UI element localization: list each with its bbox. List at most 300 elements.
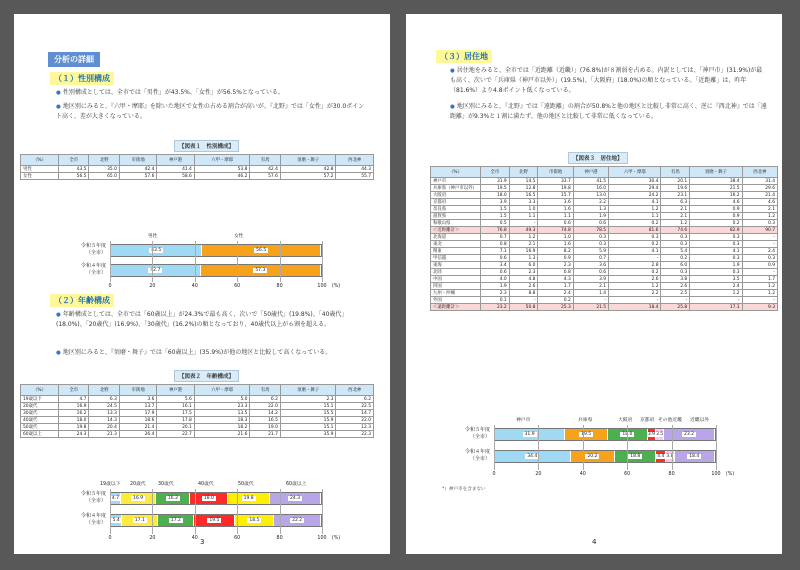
table-cell: - xyxy=(742,234,777,241)
table-cell: 2.6 xyxy=(509,283,538,290)
table-cell: 42.4 xyxy=(250,166,280,173)
legend-item: 近畿以外 xyxy=(690,418,710,423)
table-row xyxy=(431,304,778,311)
bar-segment xyxy=(571,451,615,462)
table-cell: 42.8 xyxy=(280,166,336,173)
page-number: 4 xyxy=(592,538,597,546)
table-cell: 26.4 xyxy=(119,431,156,438)
table-cell: 0.6 xyxy=(481,255,510,262)
table-row xyxy=(431,220,778,227)
bar-value-label: 24.3 xyxy=(289,496,300,501)
bar-segment xyxy=(666,451,674,462)
table-cell: 2.5 xyxy=(661,290,690,297)
table-cell: 4.3 xyxy=(538,276,573,283)
bar-segment xyxy=(656,451,666,462)
table-cell: 1.2 xyxy=(661,220,690,227)
legend-item: 神戸市 xyxy=(516,418,531,423)
bar-value-label: 5.4 xyxy=(112,518,120,523)
bar-row-scope: （全市） xyxy=(85,520,106,526)
table-cell: 24.2 xyxy=(609,192,661,199)
table-cell: 2.4 xyxy=(538,290,573,297)
table-cell: 0.7 xyxy=(481,234,510,241)
row-label: 関東 xyxy=(431,248,481,255)
table-cell: 2.3 xyxy=(538,262,573,269)
bar-value-label: 43.5 xyxy=(151,248,162,253)
bar-row-label xyxy=(58,263,106,277)
table-cell: 33.7 xyxy=(538,178,573,185)
table-cell: 14.3 xyxy=(89,417,119,424)
table-cell: 29.4 xyxy=(609,185,661,192)
table-cell: 15.1 xyxy=(280,424,336,431)
residence-bullet-1: ● 居住地をみると、全市では「近距離（近畿）」(76.8%)が８割弱を占める。内訳としては、「神戸市」(31.9%)が最も高く、次いで「兵庫県（神戸市以外）」(19.5%)、「大阪府」(18.0%)の順となっている。「近距離」は、昨年（81.6%）より4.8ポイント低くなっている。 xyxy=(450,66,768,96)
table-column-header: 神戸港 xyxy=(573,167,608,178)
table-cell: 0.2 xyxy=(538,297,573,304)
table-row xyxy=(431,227,778,234)
bar-value-label: 57.3 xyxy=(255,268,266,273)
table-cell: 21.4 xyxy=(119,424,156,431)
table-column-header: 市街地 xyxy=(119,385,156,396)
table-row xyxy=(431,276,778,283)
table-cell: 19.8 xyxy=(538,185,573,192)
legend-item: 19歳以下 xyxy=(100,482,121,487)
bar-value-label: 56.5 xyxy=(256,248,267,253)
bar-value-label: 17.2 xyxy=(170,518,181,523)
grid-line xyxy=(538,425,539,470)
table-cell: 29.6 xyxy=(742,185,777,192)
table-cell: 23.2 xyxy=(481,304,510,311)
table-column-header: 神戸港 xyxy=(157,385,194,396)
table-cell: 15.7 xyxy=(538,192,573,199)
table-cell: 22.0 xyxy=(336,417,374,424)
table-cell: 24.5 xyxy=(89,403,119,410)
table-column-header: 六甲・摩耶 xyxy=(194,385,250,396)
stacked-bar xyxy=(110,492,322,505)
axis-tick-label: 60 xyxy=(234,284,241,289)
table-cell: 4.1 xyxy=(609,199,661,206)
table-column-header: 西北神 xyxy=(742,167,777,178)
legend-item: 大阪府 xyxy=(618,418,633,423)
row-label: 東海 xyxy=(431,262,481,269)
table-cell: 42.4 xyxy=(119,166,156,173)
table-cell: 2.2 xyxy=(573,199,608,206)
table-cell: - xyxy=(690,297,742,304)
table-cell: 0.2 xyxy=(609,269,661,276)
table-cell: 3.4 xyxy=(481,262,510,269)
table-cell: 6.0 xyxy=(661,262,690,269)
table-cell: 31.4 xyxy=(742,178,777,185)
row-label: 京都府 xyxy=(431,199,481,206)
row-label: 60歳以上 xyxy=(21,431,59,438)
bar-row-label xyxy=(58,491,106,505)
table-cell: 0.8 xyxy=(538,269,573,276)
row-label: 50歳代 xyxy=(21,424,59,431)
table-cell: 3.3 xyxy=(509,199,538,206)
bar-row-year: 令和４年度 xyxy=(464,449,490,455)
table-row xyxy=(431,213,778,220)
footnote: *）神戸市を含まない xyxy=(442,487,486,492)
table-cell: 5.9 xyxy=(573,248,608,255)
table-cell: 19.0 xyxy=(250,424,280,431)
table-cell: 1.2 xyxy=(742,290,777,297)
grid-line xyxy=(152,489,153,534)
table-column-header: 有馬 xyxy=(250,155,280,166)
table-cell: 0.6 xyxy=(538,220,573,227)
legend-item: 女性 xyxy=(234,234,244,239)
stacked-bar xyxy=(110,264,322,277)
table-cell: 2.8 xyxy=(609,262,661,269)
table-cell: 2.1 xyxy=(573,283,608,290)
bar-value-label: 18.4 xyxy=(689,454,700,459)
legend-item: その他近畿 xyxy=(658,418,682,423)
table-cell: 2.6 xyxy=(609,276,661,283)
table-cell: 0.6 xyxy=(481,269,510,276)
legend-item: 20歳代 xyxy=(130,482,146,487)
legend-item: 男性 xyxy=(148,234,158,239)
table-cell: 16.9 xyxy=(59,403,89,410)
table-cell: 58.6 xyxy=(157,173,194,180)
table-cell: 2.1 xyxy=(509,241,538,248)
row-label: 女性 xyxy=(21,173,59,180)
heading-age: （２）年齢構成 xyxy=(50,294,114,307)
bar-value-label: 18.8 xyxy=(630,454,641,459)
row-label: ＜近距離計＞ xyxy=(431,227,481,234)
bar-segment xyxy=(111,245,202,256)
table-row xyxy=(431,192,778,199)
heading-residence: （３）居住地 xyxy=(436,50,492,63)
table-cell: 0.3 xyxy=(690,234,742,241)
table-row xyxy=(431,248,778,255)
table-cell: 1.2 xyxy=(609,206,661,213)
table-cell: 4.1 xyxy=(690,248,742,255)
table-cell: 16.2 xyxy=(59,410,89,417)
table-cell: 18.2 xyxy=(194,424,250,431)
bar-value-label: 16.2 xyxy=(167,496,178,501)
residence-table-caption: 【図表３ 居住地】 xyxy=(568,152,628,164)
table-cell: 2.1 xyxy=(661,206,690,213)
table-cell: 0.7 xyxy=(573,255,608,262)
row-label: 九州・沖縄 xyxy=(431,290,481,297)
bar-segment xyxy=(111,265,201,276)
axis-tick-label: 80 xyxy=(668,472,675,477)
table-column-header: 須磨・舞子 xyxy=(280,155,336,166)
table-cell: 0.2 xyxy=(609,241,661,248)
table-column-header: 全市 xyxy=(59,385,89,396)
table-cell: 21.7 xyxy=(250,431,280,438)
gender-bullet-2: ● 地区別にみると、『六甲・摩耶』を除いた地区で女性の占める割合が高いが、『北野』では「女性」が30.0ポイント高く、差が大きくなっている。 xyxy=(56,102,366,122)
bar-segment xyxy=(228,493,270,504)
bar-row-scope: （全市） xyxy=(469,456,490,462)
table-cell: 6.2 xyxy=(336,396,374,403)
table-row xyxy=(431,297,778,304)
grid-line xyxy=(627,425,628,470)
bar-value-label: 17.1 xyxy=(134,518,145,523)
table-cell: 2.4 xyxy=(690,283,742,290)
table-row xyxy=(431,262,778,269)
table-cell: 18.4 xyxy=(609,304,661,311)
table-cell: 14.7 xyxy=(336,410,374,417)
age-chart xyxy=(14,466,390,542)
bar-segment xyxy=(495,429,565,440)
axis-tick-label: 60 xyxy=(234,536,241,541)
table-cell: 2.1 xyxy=(661,213,690,220)
row-label: 30歳代 xyxy=(21,410,59,417)
bar-value-label: 3.9 xyxy=(647,432,656,437)
row-label: 19歳以下 xyxy=(21,396,59,403)
axis-tick-label: 100 xyxy=(317,536,327,541)
table-cell: - xyxy=(661,297,690,304)
axis-tick-label: 20 xyxy=(149,284,156,289)
table-row xyxy=(431,283,778,290)
table-row xyxy=(21,403,374,410)
row-label: ＜遠距離計＞ xyxy=(431,304,481,311)
table-cell: 0.3 xyxy=(690,269,742,276)
table-row xyxy=(431,255,778,262)
age-bullet-2: ● 地区別にみると、『須磨・舞子』では「60歳以上」(35.9%)が他の地区と比較して高くなっている。 xyxy=(56,348,366,358)
table-cell: 3.6 xyxy=(119,396,156,403)
table-cell: 17.8 xyxy=(157,417,194,424)
table-cell: 13.7 xyxy=(119,403,156,410)
bar-value-label: 16.9 xyxy=(133,496,144,501)
table-cell: 46.2 xyxy=(194,173,250,180)
section-title: 分析の詳細 xyxy=(48,52,100,67)
table-cell: 31.9 xyxy=(481,178,510,185)
table-cell: 23.3 xyxy=(194,403,250,410)
table-cell: 2.2 xyxy=(609,290,661,297)
table-cell: 30.4 xyxy=(609,178,661,185)
table-cell: 13.3 xyxy=(89,410,119,417)
table-cell: 1.5 xyxy=(481,213,510,220)
table-cell: 8.8 xyxy=(509,290,538,297)
table-cell: 53.8 xyxy=(194,166,250,173)
table-cell: 22.5 xyxy=(336,403,374,410)
table-cell: 1.5 xyxy=(481,206,510,213)
bar-segment xyxy=(565,429,608,440)
table-cell: 1.1 xyxy=(538,213,573,220)
table-column-header: 市街地 xyxy=(119,155,156,166)
table-cell: 15.5 xyxy=(280,410,336,417)
table-row xyxy=(21,431,374,438)
axis-unit-label: (%) xyxy=(331,536,341,541)
table-cell: 0.3 xyxy=(690,241,742,248)
bar-row-scope: （全市） xyxy=(469,434,490,440)
table-cell: 0.2 xyxy=(690,220,742,227)
legend-item: 京都府 xyxy=(640,418,655,423)
table-column-header: 須磨・舞子 xyxy=(280,385,336,396)
table-cell: 12.8 xyxy=(509,185,538,192)
table-column-header: 西北神 xyxy=(336,385,374,396)
table-cell: 16.5 xyxy=(250,417,280,424)
table-row xyxy=(21,166,374,173)
table-unit-header: （%） xyxy=(431,167,481,178)
axis-tick-label: 40 xyxy=(191,284,198,289)
table-row xyxy=(431,234,778,241)
bar-segment xyxy=(202,245,321,256)
bar-row-scope: （全市） xyxy=(85,498,106,504)
grid-line xyxy=(583,425,584,470)
page-4 xyxy=(406,14,782,554)
table-row xyxy=(21,396,374,403)
table-cell: 1.2 xyxy=(509,234,538,241)
table-cell: 5.4 xyxy=(661,248,690,255)
table-cell: 49.3 xyxy=(509,227,538,234)
row-label: 甲信越 xyxy=(431,255,481,262)
table-cell: 2.4 xyxy=(742,248,777,255)
table-cell: 3.9 xyxy=(573,276,608,283)
table-cell: 65.0 xyxy=(89,173,119,180)
table-cell: 17.1 xyxy=(690,304,742,311)
table-cell: 1.7 xyxy=(538,283,573,290)
grid-line xyxy=(110,489,111,534)
row-label: 北陸 xyxy=(431,269,481,276)
row-label: 中国 xyxy=(431,276,481,283)
row-label: 北海道 xyxy=(431,234,481,241)
table-cell: 0.3 xyxy=(609,234,661,241)
bar-row-year: 令和４年度 xyxy=(80,513,106,519)
grid-line xyxy=(195,241,196,282)
table-cell: 74.6 xyxy=(661,227,690,234)
table-column-header: 北野 xyxy=(509,167,538,178)
table-cell: 0.3 xyxy=(661,234,690,241)
table-cell: - xyxy=(573,297,608,304)
bar-value-label: 23.2 xyxy=(683,432,694,437)
legend-item: 60歳以上 xyxy=(286,482,307,487)
bar-row-label xyxy=(442,449,490,463)
gender-chart xyxy=(14,228,390,294)
table-cell: 56.5 xyxy=(59,173,89,180)
table-cell: - xyxy=(509,297,538,304)
table-cell: 23.1 xyxy=(661,192,690,199)
table-cell: 2.6 xyxy=(661,283,690,290)
table-cell: 1.9 xyxy=(690,262,742,269)
table-row xyxy=(431,178,778,185)
table-cell: 3.8 xyxy=(661,276,690,283)
table-cell: 1.6 xyxy=(538,241,573,248)
row-label: 外国 xyxy=(431,297,481,304)
table-cell: 0.3 xyxy=(742,255,777,262)
table-cell: 16.5 xyxy=(509,192,538,199)
age-table-caption: 【図表２ 年齢構成】 xyxy=(174,370,239,382)
table-cell: 19.6 xyxy=(661,185,690,192)
bar-row-scope: （全市） xyxy=(85,270,106,276)
row-label: 神戸市 xyxy=(431,178,481,185)
axis-tick-label: 0 xyxy=(108,536,112,541)
table-column-header: 神戸港 xyxy=(157,155,194,166)
table-cell: - xyxy=(509,220,538,227)
page-3 xyxy=(14,14,390,554)
table-cell: 1.3 xyxy=(509,255,538,262)
table-cell: 50.8 xyxy=(509,304,538,311)
table-row xyxy=(431,290,778,297)
bar-value-label: 4.4 xyxy=(657,454,665,459)
table-cell: 0.3 xyxy=(573,241,608,248)
table-cell: 0.5 xyxy=(481,220,510,227)
table-unit-header: （%） xyxy=(21,155,59,166)
table-cell: - xyxy=(742,297,777,304)
table-unit-header: （%） xyxy=(21,385,59,396)
table-cell: 1.9 xyxy=(481,283,510,290)
table-cell: 57.2 xyxy=(280,173,336,180)
table-cell: 8.2 xyxy=(538,248,573,255)
stacked-bar xyxy=(494,428,716,441)
table-cell: 78.5 xyxy=(573,227,608,234)
table-cell: 0.1 xyxy=(481,297,510,304)
gender-bullet-1: ● 性別構成としては、全市では「男性」が43.5%、「女性」が56.5%となっている。 xyxy=(56,88,356,98)
table-cell: 25.3 xyxy=(538,304,573,311)
bar-value-label: 20.2 xyxy=(587,454,598,459)
table-cell: 7.1 xyxy=(481,248,510,255)
row-label: 滋賀県 xyxy=(431,213,481,220)
axis-tick-label: 0 xyxy=(492,472,496,477)
bar-segment xyxy=(495,451,571,462)
bar-segment xyxy=(201,265,321,276)
table-cell: 2.3 xyxy=(509,269,538,276)
table-cell: 0.3 xyxy=(742,220,777,227)
table-cell: 2.1 xyxy=(742,206,777,213)
table-cell: 18.3 xyxy=(194,417,250,424)
bar-value-label: 3.8 xyxy=(666,454,674,459)
table-cell: 0.9 xyxy=(742,262,777,269)
table-cell: 1.0 xyxy=(538,234,573,241)
axis-tick-label: 0 xyxy=(108,284,112,289)
table-cell: 13.5 xyxy=(194,410,250,417)
table-cell: 1.2 xyxy=(742,283,777,290)
table-cell: 20.4 xyxy=(89,424,119,431)
bar-segment xyxy=(615,451,656,462)
bar-row-label xyxy=(58,243,106,257)
table-row xyxy=(431,206,778,213)
table-cell: 24.3 xyxy=(59,431,89,438)
table-cell: 21.3 xyxy=(89,431,119,438)
table-cell: 19.5 xyxy=(481,185,510,192)
axis-tick-label: 100 xyxy=(317,284,327,289)
table-cell: - xyxy=(742,241,777,248)
table-cell: 4.0 xyxy=(481,276,510,283)
bar-value-label: 3.5 xyxy=(656,432,664,437)
axis-tick-label: 60 xyxy=(624,472,631,477)
table-column-header: 北野 xyxy=(89,155,119,166)
table-row xyxy=(431,199,778,206)
table-column-header: 六甲・摩耶 xyxy=(609,167,661,178)
table-row xyxy=(21,417,374,424)
gender-table-caption: 【図表１ 性別構成】 xyxy=(174,140,239,152)
heading-gender: （１）性別構成 xyxy=(50,72,114,85)
table-column-header: 有馬 xyxy=(661,167,690,178)
grid-line xyxy=(280,489,281,534)
table-cell: 6.0 xyxy=(509,262,538,269)
table-cell: 12.3 xyxy=(336,424,374,431)
table-cell: 55.7 xyxy=(336,173,374,180)
axis-tick-label: 100 xyxy=(711,472,721,477)
table-cell: 1.7 xyxy=(742,276,777,283)
bar-segment xyxy=(158,515,194,526)
row-label: 兵庫県（神戸市以外） xyxy=(431,185,481,192)
residence-bullet-2: ● 地区別にみると、『北野』では「遠距離」の割合が50.8%と他の地区と比較し非常に高く、逆に『西北神』では「遠距離」が9.3%と１割に満たず、他の地区と比較して非常に低くなっている。 xyxy=(450,102,768,122)
table-cell: 1.2 xyxy=(742,213,777,220)
legend-item: 40歳代 xyxy=(198,482,214,487)
table-cell: 13.0 xyxy=(573,192,608,199)
bar-row-year: 令和４年度 xyxy=(80,263,106,269)
axis-tick-label: 40 xyxy=(191,536,198,541)
table-cell: - xyxy=(609,255,661,262)
table-column-header: 全市 xyxy=(481,167,510,178)
table-cell: 74.8 xyxy=(538,227,573,234)
table-cell: 18.6 xyxy=(119,417,156,424)
table-cell: 0.3 xyxy=(690,255,742,262)
table-cell: 6.2 xyxy=(250,396,280,403)
bar-value-label: 18.0 xyxy=(203,496,214,501)
row-label: 40歳代 xyxy=(21,417,59,424)
table-cell: 4.7 xyxy=(59,396,89,403)
